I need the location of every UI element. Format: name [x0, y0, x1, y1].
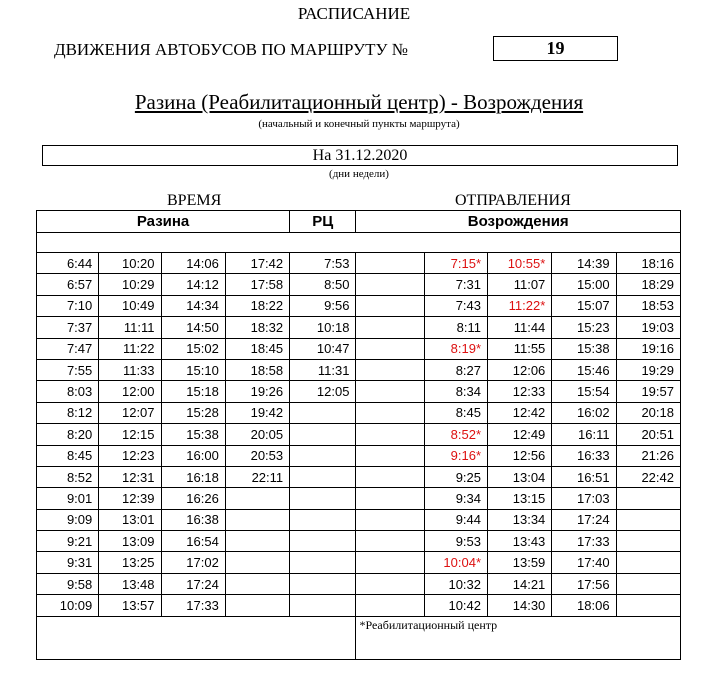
time-cell: 16:02 [552, 402, 616, 423]
time-cell: 18:58 [225, 359, 289, 380]
footnote-row [37, 616, 681, 659]
table-row [37, 253, 681, 274]
time-cell: 16:11 [552, 424, 616, 445]
time-cell [290, 595, 356, 616]
time-cell [290, 466, 356, 487]
time-cell: 7:15* [424, 253, 487, 274]
time-cell: 7:55 [37, 359, 99, 380]
time-cell: 12:15 [99, 424, 161, 445]
time-cell: 13:59 [488, 552, 552, 573]
route-number-box: 19 [493, 36, 618, 61]
stop-header-razina: Разина [37, 211, 290, 233]
time-cell: 8:27 [424, 359, 487, 380]
time-cell [356, 253, 424, 274]
time-cell [290, 488, 356, 509]
time-cell: 12:07 [99, 402, 161, 423]
time-cell: 11:11 [99, 317, 161, 338]
table-row [37, 573, 681, 594]
time-cell: 12:42 [488, 402, 552, 423]
time-cell: 8:11 [424, 317, 487, 338]
time-cell [616, 531, 680, 552]
table-row [37, 295, 681, 316]
time-cell: 7:53 [290, 253, 356, 274]
time-cell: 9:53 [424, 531, 487, 552]
time-cell: 9:56 [290, 295, 356, 316]
schedule-table [36, 210, 681, 660]
time-cell [356, 402, 424, 423]
schedule-body [37, 211, 681, 660]
time-cell: 18:53 [616, 295, 680, 316]
time-cell [225, 573, 289, 594]
time-cell: 8:12 [37, 402, 99, 423]
time-cell [616, 595, 680, 616]
time-cell: 15:07 [552, 295, 616, 316]
time-cell [290, 573, 356, 594]
time-cell: 11:33 [99, 359, 161, 380]
time-cell: 10:55* [488, 253, 552, 274]
time-cell: 6:44 [37, 253, 99, 274]
time-cell: 16:54 [161, 531, 225, 552]
time-cell [616, 552, 680, 573]
table-row [37, 402, 681, 423]
table-row [37, 552, 681, 573]
departure-label: ОТПРАВЛЕНИЯ [455, 192, 571, 209]
table-row [37, 595, 681, 616]
time-cell: 17:24 [161, 573, 225, 594]
time-cell: 7:37 [37, 317, 99, 338]
time-cell: 12:39 [99, 488, 161, 509]
time-cell [356, 359, 424, 380]
time-cell [290, 552, 356, 573]
time-cell: 10:42 [424, 595, 487, 616]
time-cell: 11:22 [99, 338, 161, 359]
time-cell: 8:45 [424, 402, 487, 423]
time-cell: 22:11 [225, 466, 289, 487]
time-cell: 9:44 [424, 509, 487, 530]
time-label: ВРЕМЯ [167, 192, 222, 209]
time-cell [356, 381, 424, 402]
spacer-row [37, 233, 681, 253]
time-cell: 15:10 [161, 359, 225, 380]
time-cell [356, 295, 424, 316]
footnote-text: *Реабилитационный центр [359, 617, 498, 632]
time-cell: 10:49 [99, 295, 161, 316]
time-cell: 9:01 [37, 488, 99, 509]
time-cell [225, 488, 289, 509]
time-cell: 10:47 [290, 338, 356, 359]
route-name: Разина (Реабилитационный центр) - Возрождения [134, 90, 584, 114]
time-cell: 19:29 [616, 359, 680, 380]
time-cell: 19:16 [616, 338, 680, 359]
time-cell: 8:34 [424, 381, 487, 402]
time-cell: 17:24 [552, 509, 616, 530]
time-cell: 16:18 [161, 466, 225, 487]
time-cell: 15:46 [552, 359, 616, 380]
time-cell: 15:00 [552, 274, 616, 295]
table-row [37, 466, 681, 487]
time-cell: 18:29 [616, 274, 680, 295]
footnote-cell [356, 616, 681, 659]
time-cell: 18:22 [225, 295, 289, 316]
time-cell: 16:38 [161, 509, 225, 530]
time-cell: 19:26 [225, 381, 289, 402]
time-cell: 14:12 [161, 274, 225, 295]
time-cell [290, 445, 356, 466]
time-cell: 12:49 [488, 424, 552, 445]
time-cell [616, 488, 680, 509]
time-cell: 11:55 [488, 338, 552, 359]
time-cell: 12:06 [488, 359, 552, 380]
time-cell: 15:54 [552, 381, 616, 402]
time-cell: 11:07 [488, 274, 552, 295]
time-cell: 14:50 [161, 317, 225, 338]
time-cell [290, 402, 356, 423]
time-cell: 7:47 [37, 338, 99, 359]
time-cell: 20:05 [225, 424, 289, 445]
time-cell: 10:29 [99, 274, 161, 295]
time-cell: 13:15 [488, 488, 552, 509]
table-row [37, 274, 681, 295]
time-cell: 18:32 [225, 317, 289, 338]
time-cell: 12:31 [99, 466, 161, 487]
time-cell: 17:40 [552, 552, 616, 573]
time-cell: 8:19* [424, 338, 487, 359]
time-cell: 13:01 [99, 509, 161, 530]
time-cell: 9:34 [424, 488, 487, 509]
table-row [37, 531, 681, 552]
time-cell: 10:32 [424, 573, 487, 594]
time-cell: 12:05 [290, 381, 356, 402]
time-cell: 17:03 [552, 488, 616, 509]
time-cell: 14:21 [488, 573, 552, 594]
time-cell: 13:34 [488, 509, 552, 530]
time-cell [356, 445, 424, 466]
time-cell: 17:42 [225, 253, 289, 274]
time-cell [290, 531, 356, 552]
time-cell: 8:50 [290, 274, 356, 295]
table-row [37, 509, 681, 530]
time-cell: 9:09 [37, 509, 99, 530]
time-cell: 17:33 [552, 531, 616, 552]
time-cell: 14:39 [552, 253, 616, 274]
time-cell: 20:53 [225, 445, 289, 466]
time-cell: 16:51 [552, 466, 616, 487]
time-cell [225, 531, 289, 552]
time-cell: 20:18 [616, 402, 680, 423]
time-cell: 15:28 [161, 402, 225, 423]
time-cell: 15:38 [161, 424, 225, 445]
time-cell: 14:06 [161, 253, 225, 274]
time-cell [616, 509, 680, 530]
time-cell: 12:56 [488, 445, 552, 466]
time-cell [225, 552, 289, 573]
time-cell: 17:02 [161, 552, 225, 573]
time-cell: 10:09 [37, 595, 99, 616]
time-cell: 22:42 [616, 466, 680, 487]
stop-header-rc: РЦ [290, 211, 356, 233]
time-cell: 14:34 [161, 295, 225, 316]
time-cell [225, 595, 289, 616]
time-cell: 11:31 [290, 359, 356, 380]
time-cell: 11:22* [488, 295, 552, 316]
time-cell: 13:25 [99, 552, 161, 573]
time-cell: 8:20 [37, 424, 99, 445]
table-row [37, 317, 681, 338]
time-cell: 10:20 [99, 253, 161, 274]
time-cell: 13:48 [99, 573, 161, 594]
time-cell: 7:31 [424, 274, 487, 295]
time-cell: 10:04* [424, 552, 487, 573]
time-cell: 15:02 [161, 338, 225, 359]
time-cell: 16:00 [161, 445, 225, 466]
time-cell: 17:33 [161, 595, 225, 616]
time-cell: 21:26 [616, 445, 680, 466]
time-cell [356, 595, 424, 616]
time-cell: 9:58 [37, 573, 99, 594]
table-row [37, 381, 681, 402]
date-box: На 31.12.2020 [42, 145, 678, 166]
time-cell: 16:33 [552, 445, 616, 466]
time-cell: 19:42 [225, 402, 289, 423]
time-cell: 20:51 [616, 424, 680, 445]
time-cell: 15:18 [161, 381, 225, 402]
time-cell: 9:31 [37, 552, 99, 573]
time-cell: 13:04 [488, 466, 552, 487]
time-cell: 18:16 [616, 253, 680, 274]
time-cell [290, 509, 356, 530]
time-cell: 8:52 [37, 466, 99, 487]
table-row [37, 445, 681, 466]
time-cell [356, 488, 424, 509]
time-cell: 12:33 [488, 381, 552, 402]
time-cell: 9:21 [37, 531, 99, 552]
spacer-cell [37, 233, 681, 253]
time-cell: 19:57 [616, 381, 680, 402]
date-caption: (дни недели) [329, 168, 389, 180]
schedule-title: РАСПИСАНИЕ [297, 4, 411, 23]
time-cell [356, 466, 424, 487]
time-cell: 15:23 [552, 317, 616, 338]
time-cell [225, 509, 289, 530]
time-cell [356, 338, 424, 359]
time-cell: 9:16* [424, 445, 487, 466]
time-cell: 6:57 [37, 274, 99, 295]
route-title-label: ДВИЖЕНИЯ АВТОБУСОВ ПО МАРШРУТУ № [54, 40, 408, 59]
time-cell: 12:00 [99, 381, 161, 402]
time-cell: 7:10 [37, 295, 99, 316]
stops-header-row [37, 211, 681, 233]
time-cell: 18:06 [552, 595, 616, 616]
time-cell: 8:45 [37, 445, 99, 466]
time-cell [616, 573, 680, 594]
time-cell [290, 424, 356, 445]
time-cell: 17:58 [225, 274, 289, 295]
time-cell [356, 317, 424, 338]
time-cell [356, 552, 424, 573]
route-caption: (начальный и конечный пункты маршрута) [258, 118, 460, 130]
time-cell [356, 531, 424, 552]
time-cell: 19:03 [616, 317, 680, 338]
time-cell: 18:45 [225, 338, 289, 359]
time-cell: 15:38 [552, 338, 616, 359]
time-cell: 13:57 [99, 595, 161, 616]
time-cell: 10:18 [290, 317, 356, 338]
time-cell: 16:26 [161, 488, 225, 509]
table-row [37, 488, 681, 509]
time-cell: 8:52* [424, 424, 487, 445]
table-row [37, 338, 681, 359]
time-cell: 12:23 [99, 445, 161, 466]
time-cell [356, 424, 424, 445]
time-cell: 14:30 [488, 595, 552, 616]
time-cell: 11:44 [488, 317, 552, 338]
footnote-blank-cell [37, 616, 356, 659]
stop-header-vozrozhdeniya: Возрождения [356, 211, 681, 233]
time-cell [356, 573, 424, 594]
time-cell: 13:43 [488, 531, 552, 552]
time-cell [356, 274, 424, 295]
time-cell: 7:43 [424, 295, 487, 316]
time-cell: 13:09 [99, 531, 161, 552]
time-cell: 8:03 [37, 381, 99, 402]
table-row [37, 424, 681, 445]
table-row [37, 359, 681, 380]
time-cell: 9:25 [424, 466, 487, 487]
time-cell [356, 509, 424, 530]
time-cell: 17:56 [552, 573, 616, 594]
